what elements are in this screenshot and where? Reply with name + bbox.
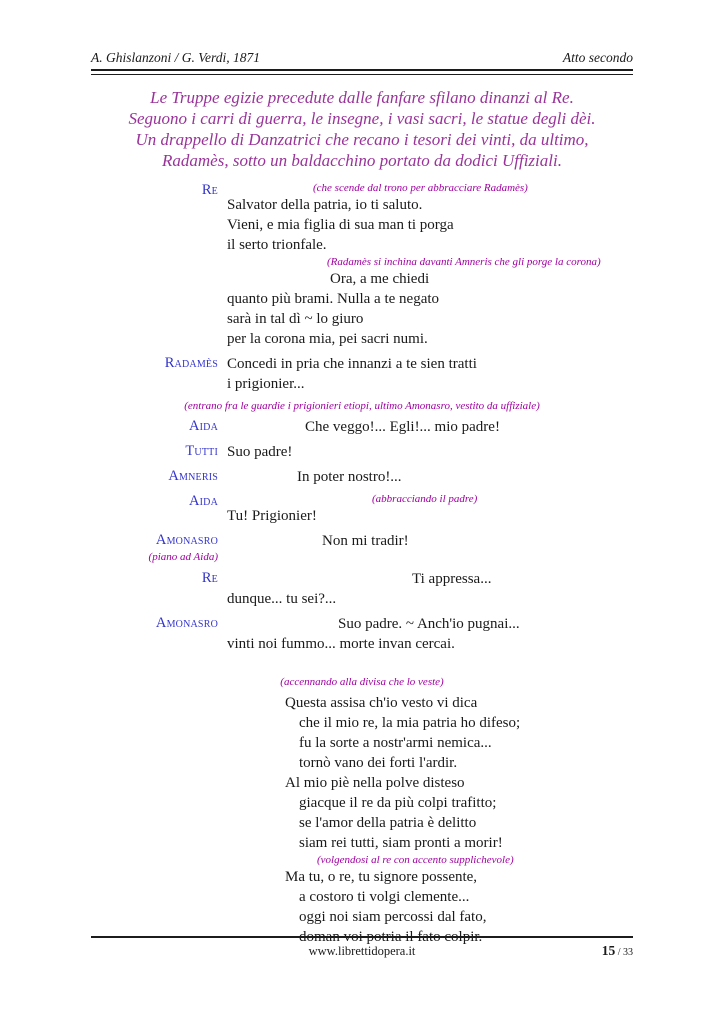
speech-text-cell [227, 693, 633, 947]
page-content [91, 0, 633, 952]
speech-line: In poter nostro!... [297, 469, 402, 485]
footer-row [91, 943, 633, 959]
speech-line: Suo padre. ~ Anch'io pugnai... [338, 616, 520, 632]
stage-direction-inline: (abbracciando il padre) [372, 493, 478, 505]
footer-site-link[interactable]: www.librettidopera.it [308, 944, 416, 958]
page-footer [91, 936, 633, 959]
dialogue-entry [91, 531, 633, 564]
speaker-name: Radamès [164, 355, 218, 371]
speaker-name-cell [91, 492, 218, 526]
dialogue-entry [91, 614, 633, 654]
speaker-name: Re [201, 570, 218, 586]
speech-line: il serto trionfale. [227, 237, 327, 253]
dialogue-entry [91, 492, 633, 526]
spacer [91, 659, 633, 673]
speech-line: se l'amor della patria è delitto [299, 815, 477, 831]
speech-line: doman voi potria il fato colpir. [299, 929, 483, 945]
stage-direction-centered: (accennando alla divisa che lo veste) [280, 676, 444, 688]
dialogue-entry [91, 354, 633, 394]
footer-rule [91, 936, 633, 938]
speaker-name-cell [91, 467, 218, 487]
dialogue-entry [91, 417, 633, 437]
speech-line: sarà in tal dì ~ lo giuro [227, 311, 364, 327]
speaker-name-cell [91, 181, 218, 349]
speech-text-cell [227, 181, 633, 349]
stage-direction-inline: (Radamès si inchina davanti Amneris che gli porge la corona) [327, 256, 601, 268]
speech-line: quanto più brami. Nulla a te negato [227, 291, 440, 307]
speech-line: vinti noi fummo... morte invan cercai. [227, 636, 455, 652]
header-act: Atto secondo [562, 50, 633, 65]
speech-line: Tu! Prigionier! [227, 508, 317, 524]
speech-line: siam rei tutti, siam pronti a morir! [299, 835, 503, 851]
speaker-name: Amonasro [155, 615, 218, 631]
speaker-name-cell [91, 614, 218, 654]
speech-line: Suo padre! [227, 444, 293, 460]
speech-text-cell [227, 531, 633, 564]
scene-direction-line: Seguono i carri di guerra, le insegne, i vasi sacri, le statue degli dèi. [128, 109, 596, 128]
speech-text-cell [227, 614, 633, 654]
speaker-name: Re [201, 182, 218, 198]
speech-line: Vieni, e mia figlia di sua man ti porga [227, 217, 454, 233]
dialogue-entry [91, 442, 633, 462]
page-header [91, 50, 633, 66]
speech-text-cell [227, 569, 633, 609]
speech-line: Ora, a me chiedi [330, 271, 430, 287]
speaker-name-cell [91, 442, 218, 462]
speech-text-cell [227, 354, 633, 394]
speech-line: oggi noi siam percossi dal fato, [299, 909, 487, 925]
stage-direction-inline: (volgendosi al re con accento supplichevole) [317, 854, 514, 866]
speaker-name: Amonasro [155, 532, 218, 548]
speaker-name-cell [91, 417, 218, 437]
dialogue-entry [91, 181, 633, 349]
header-rule [91, 69, 633, 75]
speech-line: che il mio re, la mia patria ho difeso; [299, 715, 521, 731]
scene-direction-line: Le Truppe egizie precedute dalle fanfare sfilano dinanzi al Re. [150, 88, 574, 107]
speaker-name: Aida [188, 418, 218, 434]
page-number-total: / 33 [615, 947, 633, 958]
speaker-name: Amneris [168, 468, 218, 484]
speech-text-cell [227, 492, 633, 526]
speaker-name-cell [91, 354, 218, 394]
scene-direction-line: Radamès, sotto un baldacchino portato da dodici Uffiziali. [162, 151, 562, 170]
speech-line: giacque il re da più colpi trafitto; [299, 795, 497, 811]
speaker-note: (piano ad Aida) [148, 551, 218, 563]
speaker-name-cell [91, 693, 218, 947]
speech-line: Salvator della patria, io ti saluto. [227, 197, 423, 213]
header-authors: A. Ghislanzoni / G. Verdi, 1871 [91, 50, 261, 65]
speech-line: Concedi in pria che innanzi a te sien tratti [227, 356, 477, 372]
speech-line: Non mi tradir! [322, 533, 409, 549]
speech-line: Questa assisa ch'io vesto vi dica [285, 695, 478, 711]
page-number [602, 943, 633, 961]
dialogue-section [91, 181, 633, 947]
dialogue-entry [91, 569, 633, 609]
speech-text-cell [227, 442, 633, 462]
speech-line: Al mio piè nella polve disteso [285, 775, 465, 791]
speech-text-cell [227, 417, 633, 437]
speech-line: Che veggo!... Egli!... mio padre! [305, 419, 500, 435]
speech-line: Ma tu, o re, tu signore possente, [285, 869, 478, 885]
speech-line: dunque... tu sei?... [227, 591, 337, 607]
dialogue-entry [91, 467, 633, 487]
speech-text-cell [227, 467, 633, 487]
scene-direction-line: Un drappello di Danzatrici che recano i tesori dei vinti, da ultimo, [135, 130, 589, 149]
speech-line: a costoro ti volgi clemente... [299, 889, 470, 905]
dialogue-entry [91, 693, 633, 947]
speech-line: Ti appressa... [412, 571, 492, 587]
stage-direction-centered: (entrano fra le guardie i prigionieri etiopi, ultimo Amonasro, vestito da uffiziale) [184, 400, 540, 412]
speech-line: i prigionier... [227, 376, 305, 392]
scene-direction [91, 87, 633, 171]
stage-direction-inline: (che scende dal trono per abbracciare Radamès) [313, 182, 528, 194]
speaker-name-cell [91, 531, 218, 564]
speaker-name-cell [91, 569, 218, 609]
speech-line: tornò vano dei forti l'ardir. [299, 755, 458, 771]
speaker-name: Tutti [185, 443, 218, 459]
speech-line: fu la sorte a nostr'armi nemica... [299, 735, 492, 751]
page-number-current: 15 [601, 943, 616, 958]
speech-line: per la corona mia, pei sacri numi. [227, 331, 428, 347]
speaker-name: Aida [188, 493, 218, 509]
